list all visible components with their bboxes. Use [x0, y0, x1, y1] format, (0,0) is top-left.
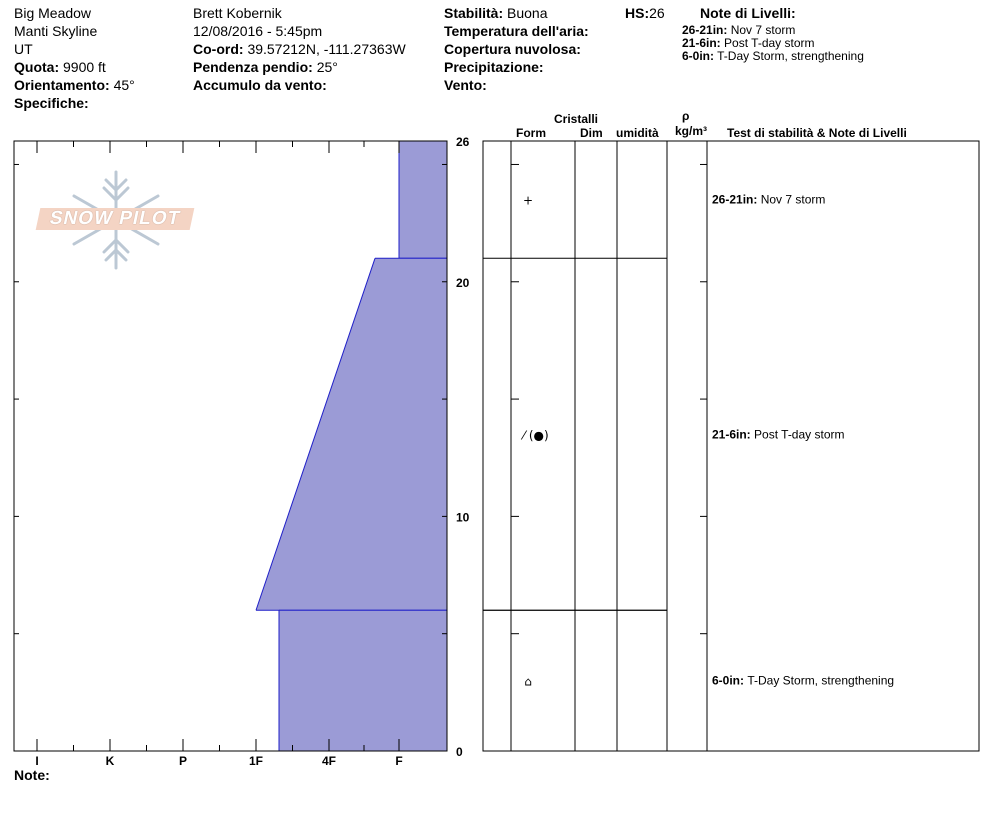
coord-label: Co-ord: — [193, 41, 244, 57]
coord-value: 39.57212N, -111.27363W — [247, 41, 406, 57]
y-tick-label: 10 — [456, 510, 470, 525]
location-name: Big Meadow — [14, 5, 92, 21]
air-temp-label: Temperatura dell'aria: — [444, 23, 589, 39]
layer-note-text: Post T-day storm — [754, 427, 845, 442]
hardness-layer-0 — [399, 141, 447, 258]
header-layer-note: 26-21in: Nov 7 storm — [682, 23, 796, 37]
grain-form-symbol: ⌂ — [524, 674, 532, 689]
header-layer-note: 6-0in: T-Day Storm, strengthening — [682, 49, 864, 63]
hardness-layer-2 — [279, 610, 447, 751]
x-tick-label: K — [105, 754, 115, 768]
y-tick-label: 26 — [456, 135, 470, 149]
hs-label: HS: — [625, 5, 650, 21]
layer-note-text: Nov 7 storm — [760, 192, 826, 207]
layer-note — [712, 193, 825, 207]
rho-header: ρ — [682, 109, 690, 123]
layer-note — [712, 427, 845, 441]
dim-header: Dim — [580, 126, 603, 140]
layer-note-range: 21-6in: — [712, 427, 755, 442]
hs-value: 26 — [649, 5, 665, 21]
elevation-label: Quota: — [14, 59, 60, 75]
range-name: Manti Skyline — [14, 23, 98, 39]
density-unit-header: kg/m³ — [675, 124, 708, 138]
y-tick-label: 0 — [456, 745, 463, 759]
slope-value: 25° — [316, 59, 338, 75]
grain-form-symbol: ⁄ (●) — [523, 428, 549, 443]
layer-note-text: T-Day Storm, strengthening — [747, 673, 895, 688]
stability-value: Buona — [507, 5, 548, 21]
grain-form-symbol: + — [522, 193, 534, 208]
hardness-layer-1 — [256, 258, 447, 610]
layer-notes-title: Note di Livelli: — [700, 5, 796, 21]
x-tick-label: F — [395, 754, 403, 768]
y-tick-label: 20 — [456, 275, 470, 290]
x-tick-label: 1F — [248, 754, 264, 768]
aspect-label: Orientamento: — [14, 77, 110, 93]
x-tick-label: 4F — [321, 754, 337, 768]
x-tick-label: I — [35, 754, 39, 768]
layer-note-range: 26-21in: — [712, 192, 761, 207]
layer-table-frame — [483, 141, 979, 751]
layer-note-range: 6-0in: — [712, 673, 748, 688]
header-layer-note: 21-6in: Post T-day storm — [682, 36, 815, 50]
moisture-header: umidità — [616, 126, 659, 140]
specifics-label: Specifiche: — [14, 95, 89, 111]
stability-label: Stabilità: — [444, 5, 504, 21]
precipitation-label: Precipitazione: — [444, 59, 544, 75]
x-tick-label: P — [178, 754, 188, 768]
form-header: Form — [516, 126, 546, 140]
slope-label: Pendenza pendio: — [193, 59, 313, 75]
snowpilot-logo — [38, 168, 198, 272]
stability-notes-header: Test di stabilità & Note di Livelli — [727, 126, 907, 140]
logo-text: SNOW PILOT — [36, 208, 195, 230]
wind-loading-label: Accumulo da vento: — [193, 77, 327, 93]
observation-datetime: 12/08/2016 - 5:45pm — [193, 23, 323, 39]
note-label: Note: — [14, 767, 50, 783]
crystals-header: Cristalli — [554, 112, 599, 126]
state-name: UT — [14, 41, 33, 57]
aspect-value: 45° — [113, 77, 135, 93]
layer-note — [712, 674, 894, 688]
cloud-cover-label: Copertura nuvolosa: — [444, 41, 581, 57]
wind-label: Vento: — [444, 77, 487, 93]
observer-name: Brett Kobernik — [193, 5, 282, 21]
elevation-value: 9900 ft — [63, 59, 106, 75]
